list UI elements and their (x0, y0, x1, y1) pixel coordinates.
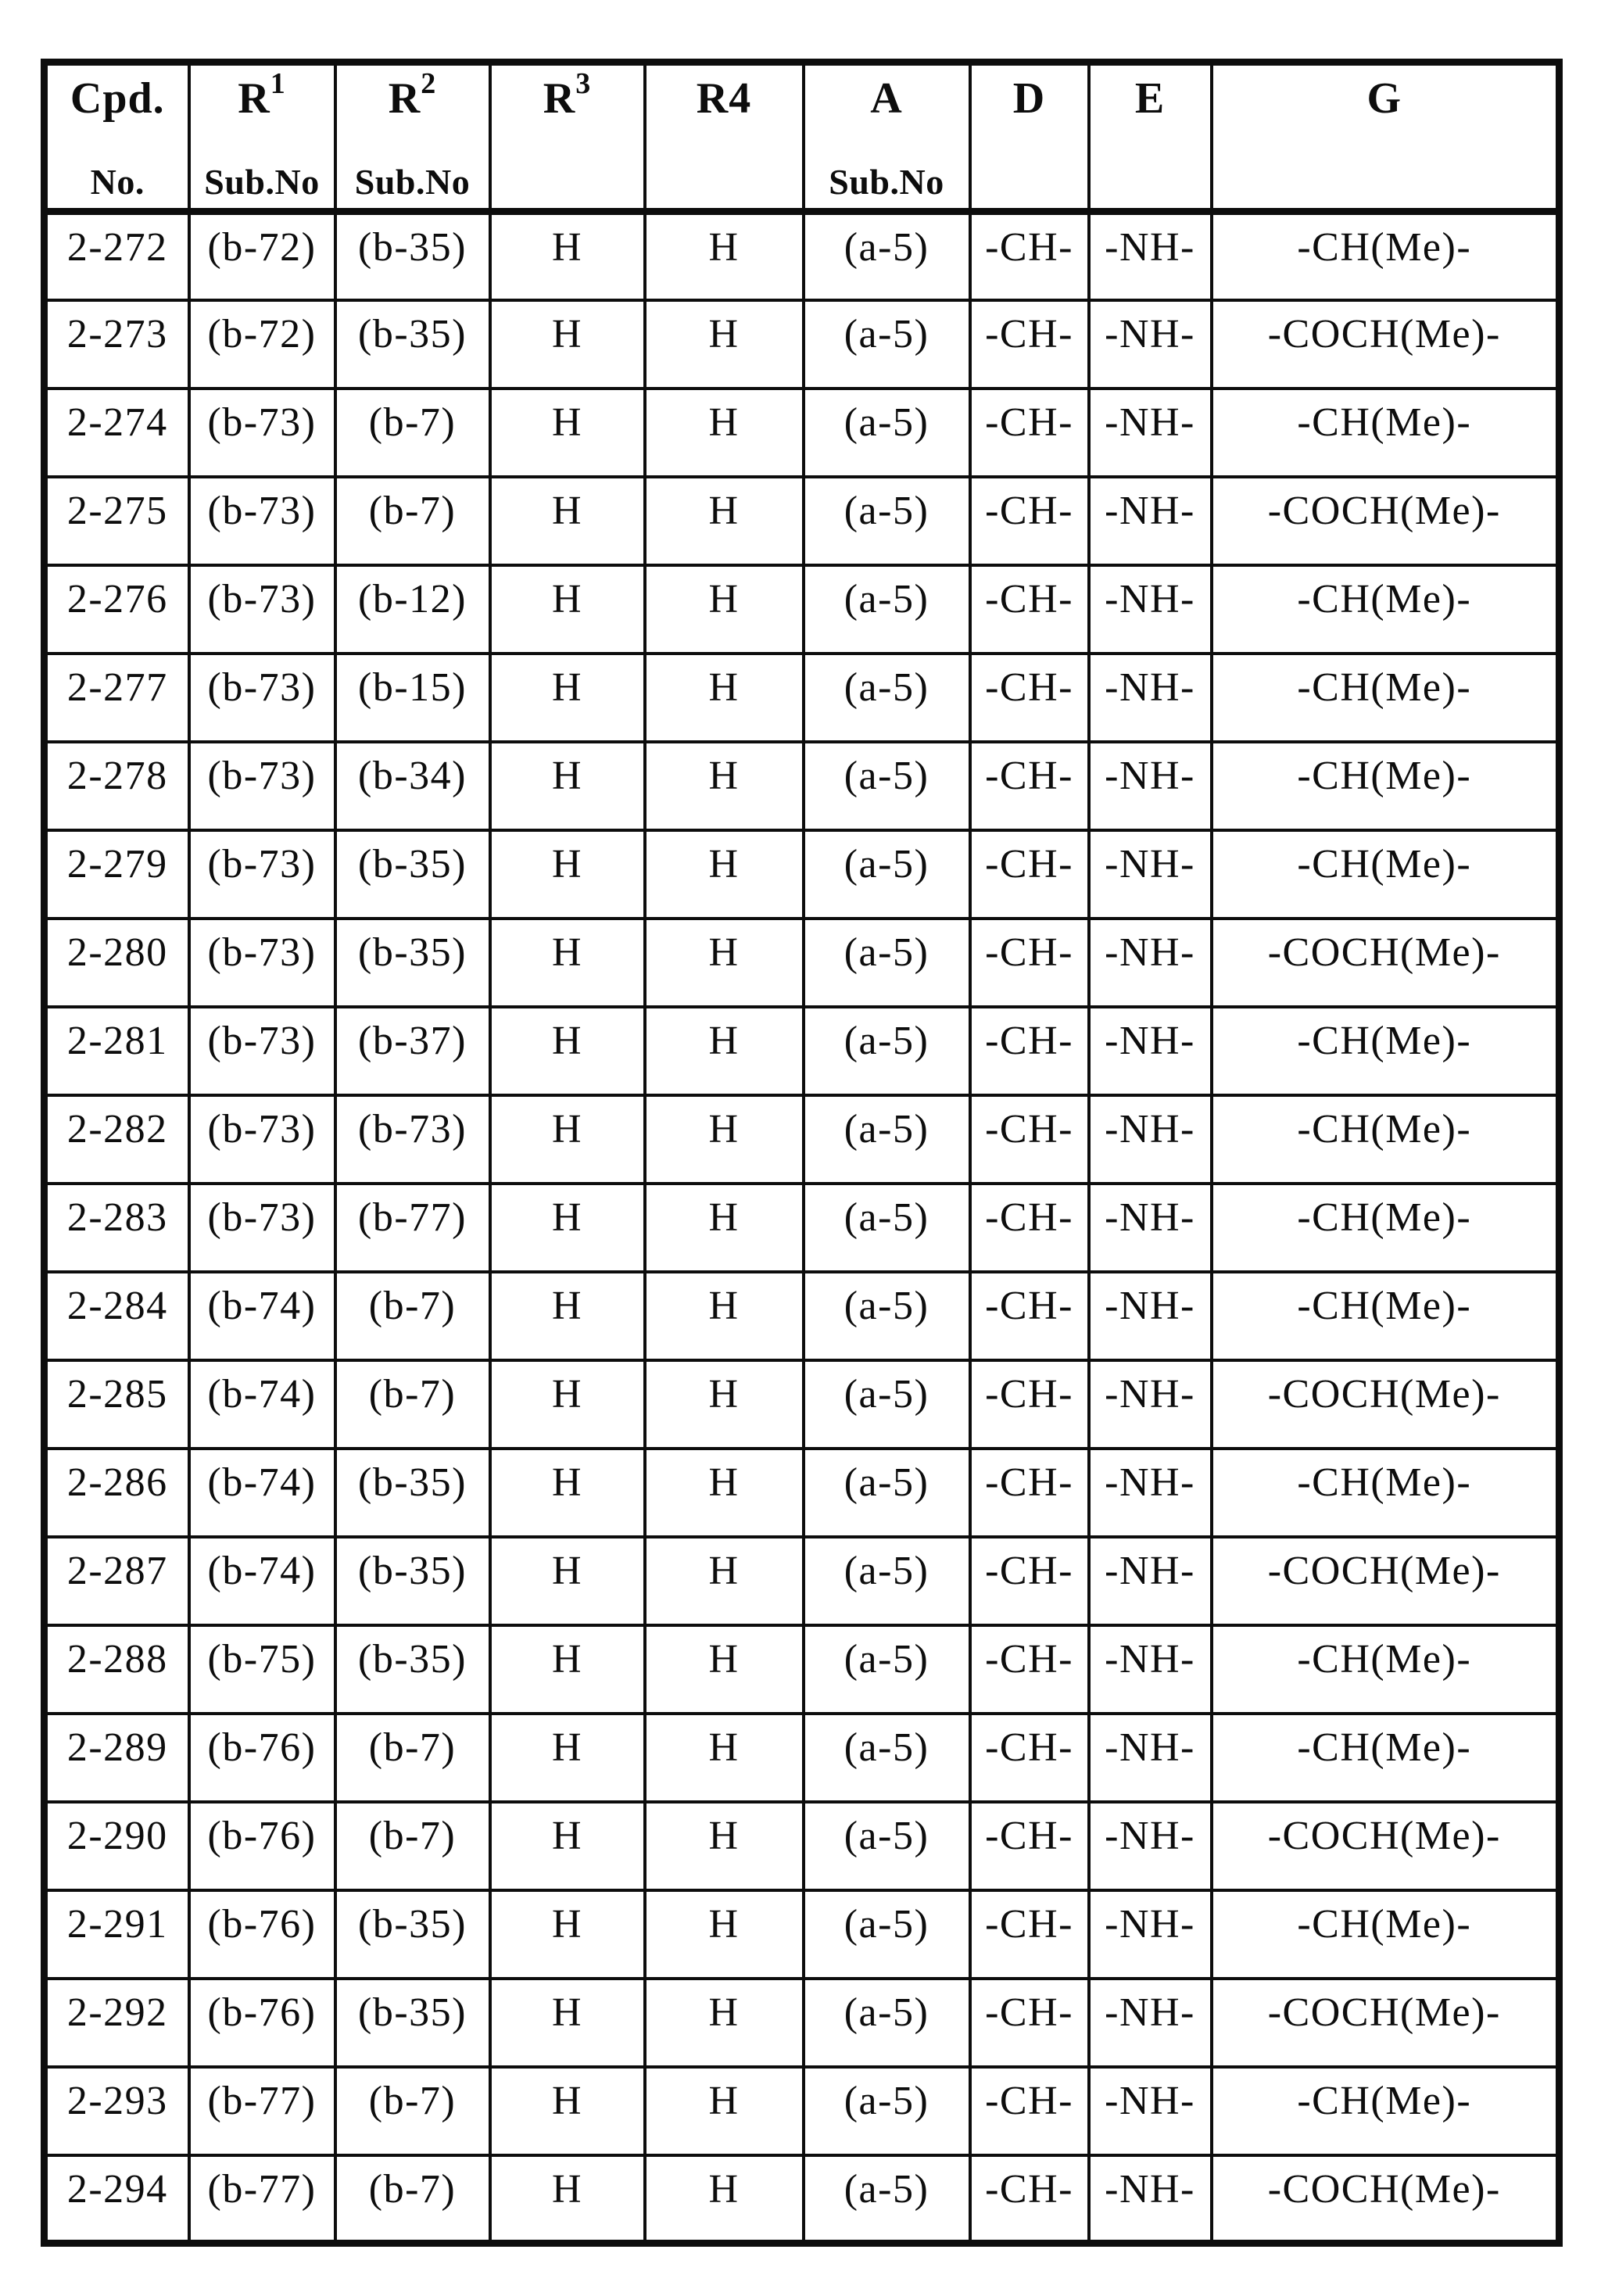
table-cell-d: -CH- (970, 2067, 1089, 2155)
table-cell-r3: H (490, 654, 645, 742)
table-cell-r2: (b-7) (335, 2155, 490, 2244)
table-cell-r4: H (645, 1714, 804, 1802)
table-cell-e: -NH- (1089, 1979, 1212, 2067)
table-cell-d: -CH- (970, 919, 1089, 1007)
table-cell-a: (a-5) (804, 742, 970, 830)
table-cell-e: -NH- (1089, 830, 1212, 919)
table-cell-a: (a-5) (804, 565, 970, 654)
table-cell-g: -CH(Me)- (1212, 654, 1560, 742)
table-row (45, 300, 1560, 389)
table-cell-r2: (b-73) (335, 1095, 490, 1184)
table-row (45, 742, 1560, 830)
table-cell-a: (a-5) (804, 1890, 970, 1979)
table-cell-e: -NH- (1089, 477, 1212, 565)
table-cell-a: (a-5) (804, 654, 970, 742)
table-cell-cpd-no: 2-290 (45, 1802, 189, 1890)
table-cell-r2: (b-77) (335, 1184, 490, 1272)
table-cell-cpd-no: 2-293 (45, 2067, 189, 2155)
header-label-r2: $R^2$ (388, 66, 437, 123)
table-cell-r1: (b-76) (189, 1979, 335, 2067)
table-cell-r2: (b-34) (335, 742, 490, 830)
table-cell-cpd-no: 2-280 (45, 919, 189, 1007)
table-cell-d: -CH- (970, 212, 1089, 300)
table-cell-r4: H (645, 1802, 804, 1890)
table-cell-r4: H (645, 477, 804, 565)
table-cell-a: (a-5) (804, 1802, 970, 1890)
table-cell-a: (a-5) (804, 389, 970, 477)
table-cell-e: -NH- (1089, 1890, 1212, 1979)
table-cell-r4: H (645, 1184, 804, 1272)
table-cell-g: -COCH(Me)- (1212, 477, 1560, 565)
table-row (45, 389, 1560, 477)
table-row (45, 1184, 1560, 1272)
table-cell-r3: H (490, 1449, 645, 1537)
table-row (45, 1625, 1560, 1714)
table-cell-g: -CH(Me)- (1212, 1184, 1560, 1272)
header-label-e: E (1134, 74, 1166, 123)
table-cell-a: (a-5) (804, 1714, 970, 1802)
table-cell-a: (a-5) (804, 919, 970, 1007)
header-label-d: D (1012, 74, 1046, 123)
table-cell-r4: H (645, 2155, 804, 2244)
table-cell-d: -CH- (970, 1184, 1089, 1272)
table-cell-e: -NH- (1089, 565, 1212, 654)
table-cell-e: -NH- (1089, 1360, 1212, 1449)
table-cell-d: -CH- (970, 1272, 1089, 1360)
table-cell-d: -CH- (970, 2155, 1089, 2244)
table-cell-d: -CH- (970, 654, 1089, 742)
table-cell-d: -CH- (970, 565, 1089, 654)
table-cell-r3: H (490, 830, 645, 919)
table-cell-cpd-no: 2-286 (45, 1449, 189, 1537)
table-cell-r2: (b-35) (335, 1890, 490, 1979)
table-cell-a: (a-5) (804, 2155, 970, 2244)
table-cell-d: -CH- (970, 742, 1089, 830)
table-cell-e: -NH- (1089, 1714, 1212, 1802)
table-cell-r2: (b-35) (335, 300, 490, 389)
header-sublabel-subno-a: Sub.No (829, 162, 944, 202)
table-cell-r3: H (490, 919, 645, 1007)
table-cell-d: -CH- (970, 1095, 1089, 1184)
table-row (45, 212, 1560, 300)
table-cell-r1: (b-73) (189, 742, 335, 830)
table-cell-r2: (b-7) (335, 2067, 490, 2155)
table-cell-r1: (b-74) (189, 1272, 335, 1360)
table-cell-g: -CH(Me)- (1212, 742, 1560, 830)
table-cell-r1: (b-73) (189, 565, 335, 654)
table-cell-r1: (b-73) (189, 477, 335, 565)
table-cell-r3: H (490, 1184, 645, 1272)
table-row (45, 1272, 1560, 1360)
table-cell-r3: H (490, 1890, 645, 1979)
table-cell-cpd-no: 2-291 (45, 1890, 189, 1979)
table-cell-r1: (b-74) (189, 1537, 335, 1625)
table-cell-e: -NH- (1089, 1184, 1212, 1272)
table-cell-a: (a-5) (804, 1095, 970, 1184)
table-row (45, 1714, 1560, 1802)
table-row (45, 477, 1560, 565)
table-cell-r3: H (490, 1625, 645, 1714)
header-cell-d (970, 63, 1089, 212)
table-cell-r3: H (490, 212, 645, 300)
table-cell-e: -NH- (1089, 1449, 1212, 1537)
table-cell-cpd-no: 2-279 (45, 830, 189, 919)
table-cell-a: (a-5) (804, 2067, 970, 2155)
table-cell-e: -NH- (1089, 1537, 1212, 1625)
table-cell-cpd-no: 2-282 (45, 1095, 189, 1184)
table-cell-e: -NH- (1089, 1802, 1212, 1890)
table-cell-r2: (b-35) (335, 1449, 490, 1537)
table-cell-cpd-no: 2-272 (45, 212, 189, 300)
table-cell-r2: (b-35) (335, 212, 490, 300)
table-cell-d: -CH- (970, 1714, 1089, 1802)
table-cell-a: (a-5) (804, 1625, 970, 1714)
header-label-r1: $R^1$ (238, 66, 286, 123)
table-cell-cpd-no: 2-276 (45, 565, 189, 654)
header-label-r3: $R^3$ (543, 66, 592, 123)
table-cell-r4: H (645, 1449, 804, 1537)
table-cell-a: (a-5) (804, 1184, 970, 1272)
table-cell-g: -COCH(Me)- (1212, 919, 1560, 1007)
table-cell-r3: H (490, 742, 645, 830)
header-cell-cpd-no (45, 63, 189, 212)
table-cell-d: -CH- (970, 300, 1089, 389)
table-cell-cpd-no: 2-285 (45, 1360, 189, 1449)
table-cell-e: -NH- (1089, 389, 1212, 477)
table-cell-r4: H (645, 1360, 804, 1449)
table-cell-g: -CH(Me)- (1212, 1449, 1560, 1537)
header-label-cpd: Cpd. (70, 74, 165, 123)
table-cell-e: -NH- (1089, 2155, 1212, 2244)
table-cell-r2: (b-7) (335, 477, 490, 565)
table-cell-cpd-no: 2-281 (45, 1007, 189, 1095)
table-cell-d: -CH- (970, 1007, 1089, 1095)
table-cell-e: -NH- (1089, 1095, 1212, 1184)
table-cell-r2: (b-35) (335, 830, 490, 919)
table-cell-r1: (b-73) (189, 1184, 335, 1272)
header-cell-r1 (189, 63, 335, 212)
table-cell-a: (a-5) (804, 1449, 970, 1537)
table-cell-a: (a-5) (804, 1979, 970, 2067)
table-cell-a: (a-5) (804, 1007, 970, 1095)
table-cell-e: -NH- (1089, 742, 1212, 830)
table-row (45, 565, 1560, 654)
table-cell-r4: H (645, 919, 804, 1007)
table-cell-r4: H (645, 742, 804, 830)
table-cell-a: (a-5) (804, 300, 970, 389)
table-cell-r4: H (645, 1625, 804, 1714)
table-row (45, 1095, 1560, 1184)
table-cell-r3: H (490, 477, 645, 565)
table-row (45, 1007, 1560, 1095)
table-cell-d: -CH- (970, 477, 1089, 565)
table-cell-r1: (b-74) (189, 1449, 335, 1537)
table-cell-e: -NH- (1089, 2067, 1212, 2155)
table-cell-r2: (b-7) (335, 389, 490, 477)
table-cell-r4: H (645, 830, 804, 919)
table-cell-g: -COCH(Me)- (1212, 2155, 1560, 2244)
table-cell-g: -CH(Me)- (1212, 830, 1560, 919)
header-sublabel-no: No. (90, 162, 145, 202)
table-cell-e: -NH- (1089, 1272, 1212, 1360)
table-cell-r2: (b-7) (335, 1360, 490, 1449)
table-cell-cpd-no: 2-277 (45, 654, 189, 742)
table-cell-r3: H (490, 565, 645, 654)
table-cell-cpd-no: 2-287 (45, 1537, 189, 1625)
table-cell-r1: (b-73) (189, 1007, 335, 1095)
table-cell-g: -CH(Me)- (1212, 1890, 1560, 1979)
table-cell-cpd-no: 2-294 (45, 2155, 189, 2244)
table-row (45, 654, 1560, 742)
table-cell-r1: (b-73) (189, 1095, 335, 1184)
table-cell-r4: H (645, 1272, 804, 1360)
table-cell-cpd-no: 2-284 (45, 1272, 189, 1360)
compound-table-body (45, 212, 1560, 2244)
table-cell-r2: (b-37) (335, 1007, 490, 1095)
table-cell-r3: H (490, 1802, 645, 1890)
table-cell-g: -CH(Me)- (1212, 565, 1560, 654)
table-cell-r3: H (490, 1360, 645, 1449)
compound-table (41, 59, 1563, 2247)
table-cell-d: -CH- (970, 1802, 1089, 1890)
table-cell-r3: H (490, 389, 645, 477)
table-cell-e: -NH- (1089, 212, 1212, 300)
table-cell-r4: H (645, 1095, 804, 1184)
table-cell-cpd-no: 2-292 (45, 1979, 189, 2067)
header-label-a: A (870, 74, 903, 123)
table-cell-r4: H (645, 1007, 804, 1095)
table-cell-r2: (b-35) (335, 1979, 490, 2067)
header-row (45, 63, 1560, 212)
header-cell-g (1212, 63, 1560, 212)
table-cell-a: (a-5) (804, 1272, 970, 1360)
table-row (45, 1360, 1560, 1449)
table-cell-r4: H (645, 654, 804, 742)
table-cell-g: -COCH(Me)- (1212, 300, 1560, 389)
table-cell-r1: (b-75) (189, 1625, 335, 1714)
table-cell-r2: (b-15) (335, 654, 490, 742)
header-label-r4: R4 (696, 74, 752, 123)
table-cell-r3: H (490, 1095, 645, 1184)
header-cell-e (1089, 63, 1212, 212)
table-cell-g: -CH(Me)- (1212, 2067, 1560, 2155)
table-cell-r2: (b-7) (335, 1272, 490, 1360)
table-cell-r2: (b-7) (335, 1802, 490, 1890)
table-cell-a: (a-5) (804, 830, 970, 919)
table-cell-r1: (b-77) (189, 2067, 335, 2155)
table-cell-a: (a-5) (804, 1360, 970, 1449)
table-cell-g: -CH(Me)- (1212, 1272, 1560, 1360)
table-cell-g: -COCH(Me)- (1212, 1537, 1560, 1625)
table-cell-g: -COCH(Me)- (1212, 1360, 1560, 1449)
table-cell-r1: (b-73) (189, 389, 335, 477)
table-row (45, 1537, 1560, 1625)
table-cell-g: -COCH(Me)- (1212, 1802, 1560, 1890)
table-cell-g: -CH(Me)- (1212, 389, 1560, 477)
table-row (45, 919, 1560, 1007)
table-cell-a: (a-5) (804, 477, 970, 565)
header-label-g: G (1366, 74, 1402, 123)
table-cell-cpd-no: 2-275 (45, 477, 189, 565)
table-row (45, 1979, 1560, 2067)
table-cell-g: -CH(Me)- (1212, 1625, 1560, 1714)
header-cell-r2 (335, 63, 490, 212)
table-cell-g: -CH(Me)- (1212, 1714, 1560, 1802)
table-cell-d: -CH- (970, 830, 1089, 919)
table-cell-r1: (b-72) (189, 212, 335, 300)
table-cell-e: -NH- (1089, 654, 1212, 742)
table-cell-a: (a-5) (804, 212, 970, 300)
table-cell-cpd-no: 2-288 (45, 1625, 189, 1714)
table-cell-r3: H (490, 1714, 645, 1802)
table-cell-r1: (b-73) (189, 654, 335, 742)
table-row (45, 1890, 1560, 1979)
header-sublabel-subno-r1: Sub.No (204, 162, 320, 202)
table-cell-r3: H (490, 1537, 645, 1625)
table-cell-cpd-no: 2-274 (45, 389, 189, 477)
table-cell-r3: H (490, 300, 645, 389)
table-cell-a: (a-5) (804, 1537, 970, 1625)
table-cell-r3: H (490, 1979, 645, 2067)
table-cell-r3: H (490, 1272, 645, 1360)
table-cell-r4: H (645, 1979, 804, 2067)
table-cell-g: -CH(Me)- (1212, 1007, 1560, 1095)
table-cell-r2: (b-35) (335, 919, 490, 1007)
table-cell-cpd-no: 2-283 (45, 1184, 189, 1272)
table-cell-r2: (b-12) (335, 565, 490, 654)
table-cell-r4: H (645, 300, 804, 389)
table-cell-r3: H (490, 2067, 645, 2155)
table-cell-r1: (b-76) (189, 1714, 335, 1802)
header-cell-r4 (645, 63, 804, 212)
header-sublabel-subno-r2: Sub.No (354, 162, 471, 202)
compound-table-header (45, 63, 1560, 212)
table-cell-r2: (b-7) (335, 1714, 490, 1802)
table-cell-d: -CH- (970, 1449, 1089, 1537)
table-cell-d: -CH- (970, 1890, 1089, 1979)
table-cell-cpd-no: 2-278 (45, 742, 189, 830)
table-cell-e: -NH- (1089, 300, 1212, 389)
table-cell-r4: H (645, 389, 804, 477)
table-row (45, 2067, 1560, 2155)
table-cell-e: -NH- (1089, 1007, 1212, 1095)
table-row (45, 1449, 1560, 1537)
table-row (45, 1802, 1560, 1890)
table-cell-g: -CH(Me)- (1212, 1095, 1560, 1184)
table-cell-r4: H (645, 2067, 804, 2155)
table-cell-e: -NH- (1089, 919, 1212, 1007)
header-cell-r3 (490, 63, 645, 212)
table-cell-r1: (b-72) (189, 300, 335, 389)
table-cell-d: -CH- (970, 389, 1089, 477)
table-cell-r1: (b-76) (189, 1890, 335, 1979)
table-cell-r2: (b-35) (335, 1625, 490, 1714)
table-cell-cpd-no: 2-273 (45, 300, 189, 389)
table-cell-d: -CH- (970, 1537, 1089, 1625)
table-cell-g: -COCH(Me)- (1212, 1979, 1560, 2067)
header-cell-a (804, 63, 970, 212)
table-cell-r1: (b-77) (189, 2155, 335, 2244)
table-row (45, 2155, 1560, 2244)
table-cell-r4: H (645, 565, 804, 654)
table-cell-d: -CH- (970, 1625, 1089, 1714)
table-cell-r4: H (645, 1890, 804, 1979)
table-cell-r3: H (490, 2155, 645, 2244)
table-row (45, 830, 1560, 919)
table-cell-e: -NH- (1089, 1625, 1212, 1714)
table-cell-r1: (b-76) (189, 1802, 335, 1890)
table-cell-cpd-no: 2-289 (45, 1714, 189, 1802)
table-cell-r1: (b-73) (189, 919, 335, 1007)
table-cell-r3: H (490, 1007, 645, 1095)
table-cell-r1: (b-73) (189, 830, 335, 919)
table-cell-g: -CH(Me)- (1212, 212, 1560, 300)
table-cell-r4: H (645, 212, 804, 300)
table-cell-d: -CH- (970, 1979, 1089, 2067)
table-cell-r1: (b-74) (189, 1360, 335, 1449)
table-cell-r2: (b-35) (335, 1537, 490, 1625)
table-cell-r4: H (645, 1537, 804, 1625)
table-cell-d: -CH- (970, 1360, 1089, 1449)
